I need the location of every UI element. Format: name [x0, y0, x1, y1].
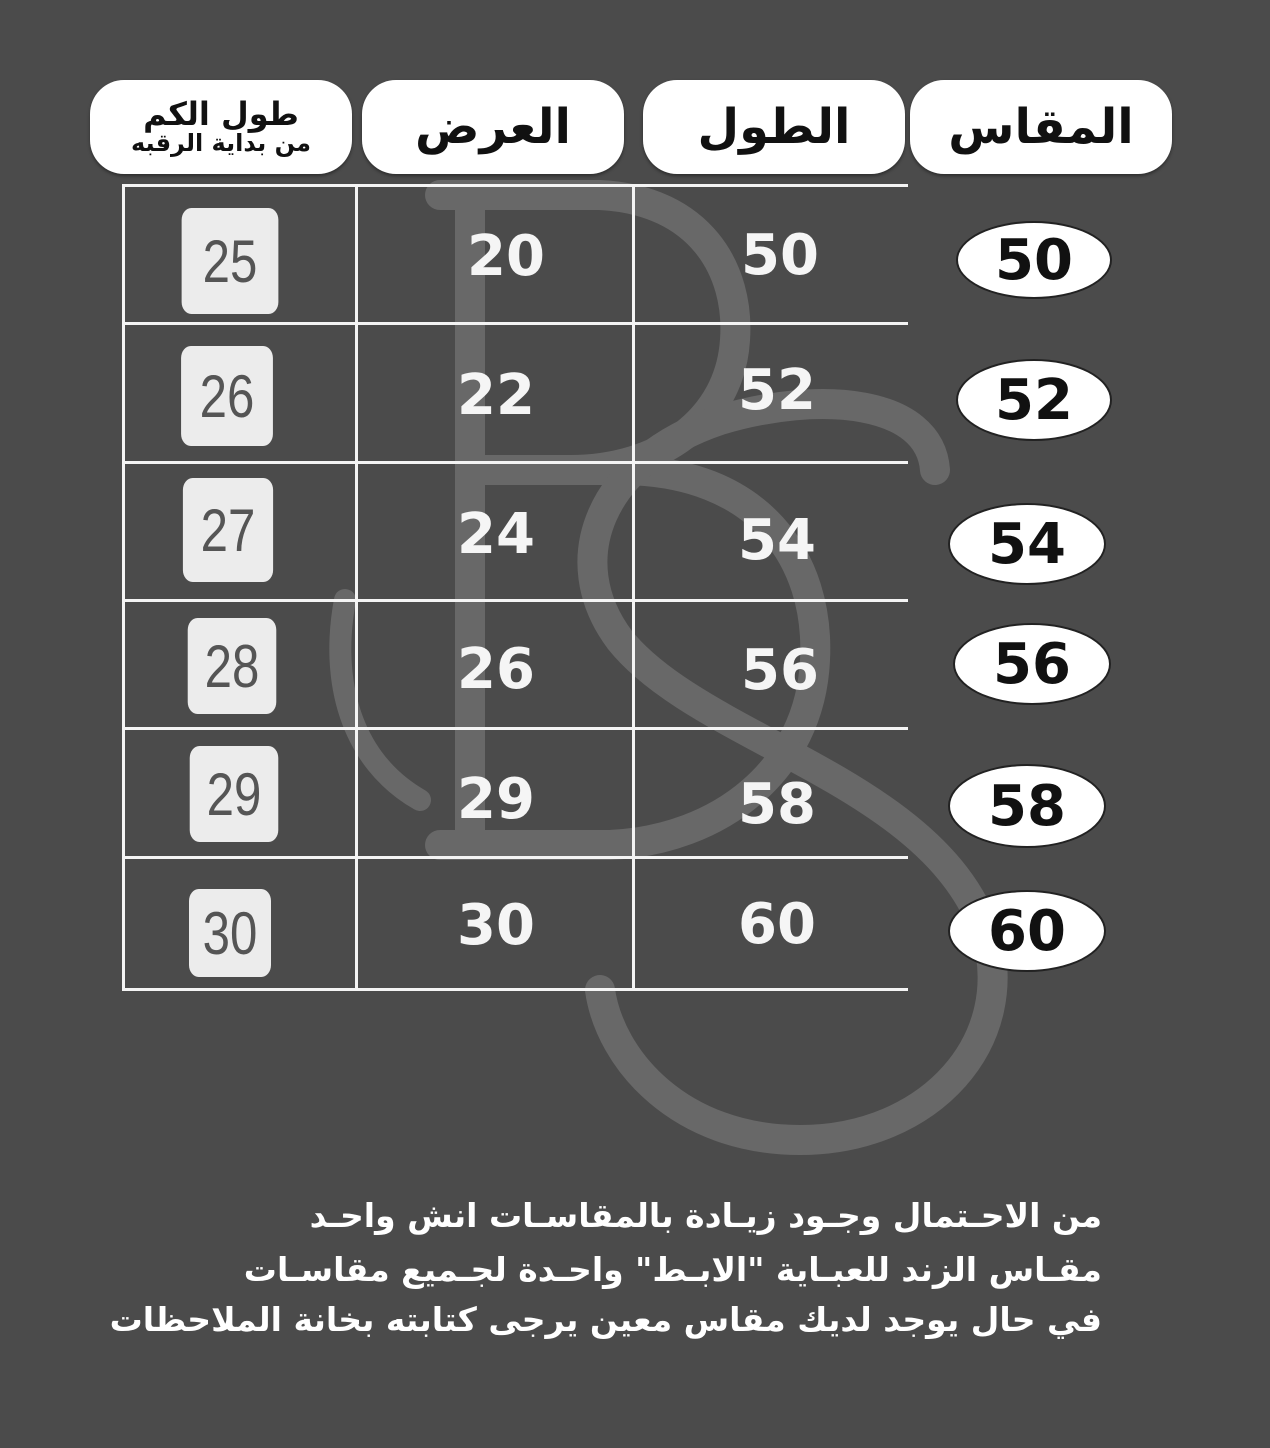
sleeve-value: 29 [206, 760, 262, 828]
length-value: 54 [738, 508, 816, 573]
header-size [910, 80, 1172, 174]
note-line-3: في حال يوجد لديك مقاس معين يرجى كتابته بخانة الملاحظات [109, 1300, 1102, 1339]
size-value: 60 [988, 898, 1066, 964]
note-line-2: مقـاس الزند للعبـاية "الابـط" واحـدة لجـميع مقاسـات [243, 1250, 1102, 1289]
length-value: 52 [738, 358, 816, 423]
size-value: 50 [995, 227, 1073, 293]
sleeve-value-box [189, 889, 271, 977]
sleeve-value-box [181, 346, 273, 446]
header-sleeve-label: طول الكم [143, 94, 299, 133]
size-value-oval [948, 503, 1106, 585]
width-value: 26 [457, 637, 535, 702]
grid-row-divider [122, 856, 908, 859]
width-value: 30 [457, 893, 535, 958]
sleeve-value-box [188, 618, 277, 714]
grid-row-divider [122, 599, 908, 602]
grid-left-border [122, 184, 125, 991]
length-value: 50 [741, 223, 819, 288]
header-size-label: المقاس [948, 99, 1134, 155]
header-length-label: الطول [697, 99, 851, 155]
header-sleeve [90, 80, 352, 174]
sleeve-value: 25 [202, 227, 258, 295]
width-value: 24 [457, 502, 535, 567]
sleeve-value-box [190, 746, 279, 842]
header-length [643, 80, 905, 174]
length-value: 58 [738, 772, 816, 837]
size-value: 54 [988, 511, 1066, 577]
grid-row-divider [122, 461, 908, 464]
size-value-oval [956, 221, 1112, 299]
sleeve-value: 26 [199, 362, 255, 430]
width-value: 22 [457, 363, 535, 428]
size-value-oval [953, 623, 1111, 705]
sleeve-value: 28 [204, 632, 260, 700]
sleeve-value-box [182, 208, 279, 314]
grid-row-divider [122, 322, 908, 325]
size-value-oval [956, 359, 1112, 441]
grid-column-divider [632, 184, 635, 991]
length-value: 56 [741, 638, 819, 703]
length-value: 60 [738, 892, 816, 957]
width-value: 20 [467, 224, 545, 289]
sleeve-value-box [183, 478, 273, 582]
size-value: 58 [988, 773, 1066, 839]
header-width-label: العرض [415, 99, 571, 155]
grid-bottom-border [122, 988, 908, 991]
size-value-oval [948, 764, 1106, 848]
size-value: 52 [995, 367, 1073, 433]
width-value: 29 [457, 767, 535, 832]
sleeve-value: 30 [202, 899, 258, 967]
size-value-oval [948, 890, 1106, 972]
grid-column-divider [355, 184, 358, 991]
header-width [362, 80, 624, 174]
grid-top-border [122, 184, 908, 187]
sleeve-value: 27 [200, 496, 256, 564]
size-value: 56 [993, 631, 1071, 697]
header-sleeve-sublabel: من بداية الرقبه [130, 129, 312, 158]
grid-row-divider [122, 727, 908, 730]
note-line-1: من الاحـتمال وجـود زيـادة بالمقاسـات انش واحـد [309, 1196, 1102, 1235]
